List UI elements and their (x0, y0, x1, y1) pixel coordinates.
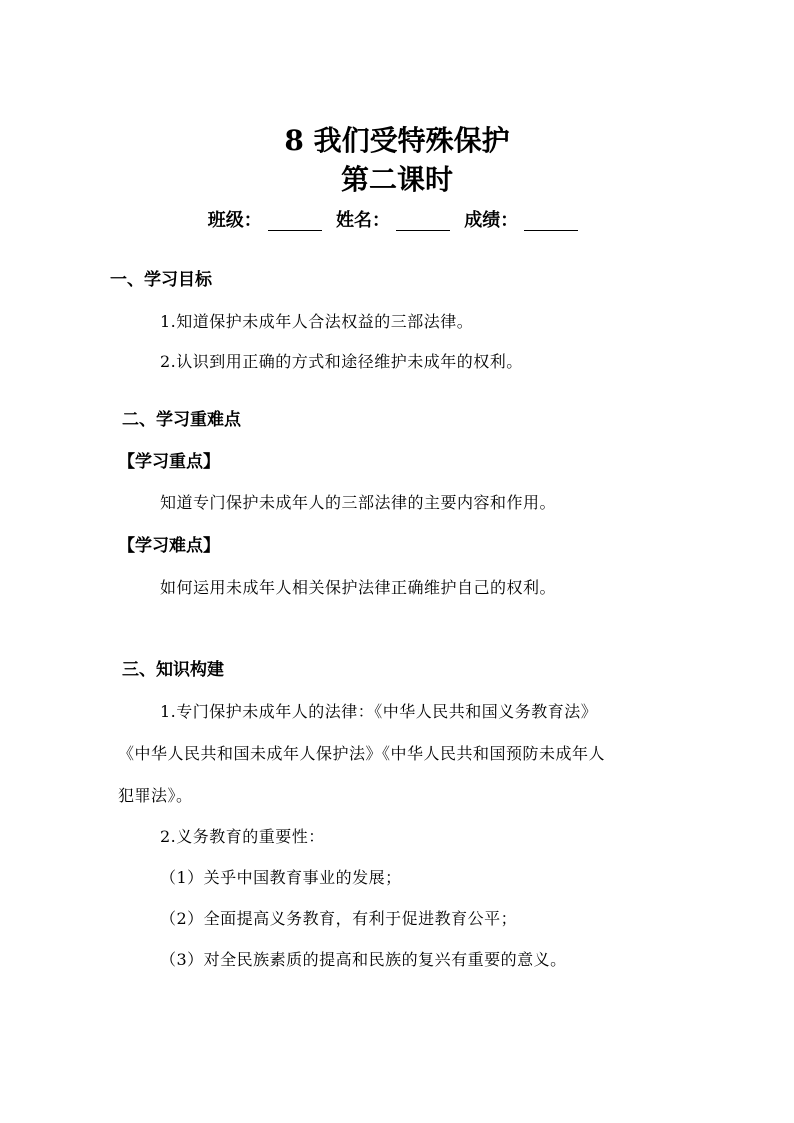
importance-item: （3）对全民族素质的提高和民族的复兴有重要的意义。 (160, 950, 567, 969)
section-heading-key-points: 二、学习重难点 (122, 410, 241, 430)
student-info-row (0, 208, 794, 234)
importance-item: （1）关乎中国教育事业的发展； (160, 868, 402, 887)
class-blank (268, 212, 322, 231)
document-title: 8 我们受特殊保护 (284, 124, 510, 157)
key-point-text: 知道专门保护未成年人的三部法律的主要内容和作用。 (160, 493, 557, 512)
score-label: 成绩： (464, 210, 519, 231)
objective-item: 1.知道保护未成年人合法权益的三部法律。 (160, 312, 474, 331)
difficult-point-text: 如何运用未成年人相关保护法律正确维护自己的权利。 (160, 578, 557, 597)
key-point-label: 【学习重点】 (118, 452, 220, 472)
knowledge-paragraph-line: 犯罪法》。 (118, 786, 193, 805)
difficult-point-label: 【学习难点】 (118, 536, 220, 556)
section-heading-objectives: 一、学习目标 (110, 270, 212, 290)
importance-title: 2.义务教育的重要性： (160, 827, 325, 846)
name-label: 姓名： (336, 210, 390, 231)
document-subtitle: 第二课时 (340, 163, 453, 196)
knowledge-paragraph-line: 《中华人民共和国未成年人保护法》《中华人民共和国预防未成年人 (118, 744, 606, 763)
section-heading-knowledge: 三、知识构建 (122, 660, 224, 680)
name-blank (396, 212, 450, 231)
class-label: 班级： (207, 210, 262, 231)
score-blank (524, 212, 578, 231)
objective-item: 2.认识到用正确的方式和途径维护未成年的权利。 (160, 352, 523, 371)
knowledge-paragraph-line: 1.专门保护未成年人的法律：《中华人民共和国义务教育法》 (160, 702, 598, 721)
importance-item: （2）全面提高义务教育，有利于促进教育公平； (160, 909, 518, 928)
